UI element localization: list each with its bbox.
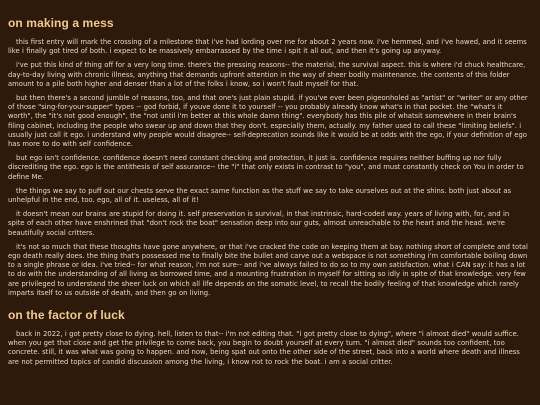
paragraph: the things we say to puff out our chests serve the exact same function as the stuff we say to take ourselves out at the shins. both just about as unhelpful in the end, too. ego, all of it. useless, all of it! [8,186,512,205]
section-heading: on making a mess [8,16,114,30]
paragraph: it doesn't mean our brains are stupid for doing it. self preservation is survival, in that instrinsic, hard-coded way. years of living with, for, and in spite of each other have enshrined that "don't rock the boat" sensation deep into our guts, almost unreachable to the heart and the head. we're beautifully social critters. [8,210,510,237]
section-heading: on the factor of luck [8,308,125,323]
paragraph: but ego isn't confidence. confidence doesn't need constant checking and protection, it just is. confidence requires neither buffing up nor fully discrediting the ego. ego is the antithesis of self assurance-- the "i" that only exists in contrast to "you", and must constantly check on You in order to define Me. [8,154,524,181]
paragraph: it's not so much that these thoughts have gone anywhere, or that i've cracked the code on keeping them at bay. nothing short of complete and total ego death really does. the thing that's possessed me to finally bite the bullet and carve out a webspace is not something i'm comfortable boiling down to a single phrase or idea. i've tried-- for what reason, i'm not sure-- and i've always failed to do so to my own satisfaction. what i CAN say: it has a lot to do with the understanding of all living as borrowed time, and a mounting frustration in myself for sitting so idly in spite of that knowledge. very few are privileged to understand the sheer luck on which all life depends on the somatic level, to recall the bodily feeling of that knowledge which rarely imparts itself to us outside of death, and then go on living. [8,242,528,297]
paragraph: this first entry will mark the crossing of a milestone that i've had lording over me for about 2 years now. i've hemmed, and i've hawed, and it seems like i finally got tired of both. i expect to be massively embarrassed by the time i spit it all out, and then it's going up anyway. [8,38,527,56]
paragraph: i've put this kind of thing off for a very long time. there's the pressing reasons-- the material, the survival aspect. this is where i'd chuck healthcare, day-to-day living with chronic illness, anything that demands upfront attention in the way of sheer bodily maintenance. the contents of this folder amount to a pile both higher and denser than a lot of the folks i know, so i won't fault myself for that. [8,61,526,88]
paragraph: back in 2022, i got pretty close to dying. hell, listen to that-- i'm not editing that. "i got pretty close to dying", where "i almost died" would suffice. when you get that close and get the privilege to come back, you begin to doubt yourself at every turn. "i almost died" sounds too confident, too concrete. still, it was what was going to happen. and now, being spat out onto the other side of the street, back into a world where death and illness are not permitted topics of candid discussion among the living, i know not to rock the boat. i am a social critter. [8,330,520,366]
paragraph: but then there's a second jumble of reasons, too, and that one's just plain stupid. if you've ever been pigeonholed as "artist" or "writer" or any other of those "sing-for-your-supper" types -- god forbid, if youve done it to yourself -- you probably already know what's in that pocket. the "what's it worth", the "it's not good enough", the "not until i'm better at this whole damn thing". everybody has this pile of whatsit somewhere in their brain's filing cabinet, including the people who swear up and down that they don't. especially them, actually. my father used to call these "limiting beliefs". i usually just call it ego. i understand why people would disagree-- self-deprecation sounds like it would be at odds with the ego, if your definition of ego has more to do with self confidence. [8,94,528,149]
